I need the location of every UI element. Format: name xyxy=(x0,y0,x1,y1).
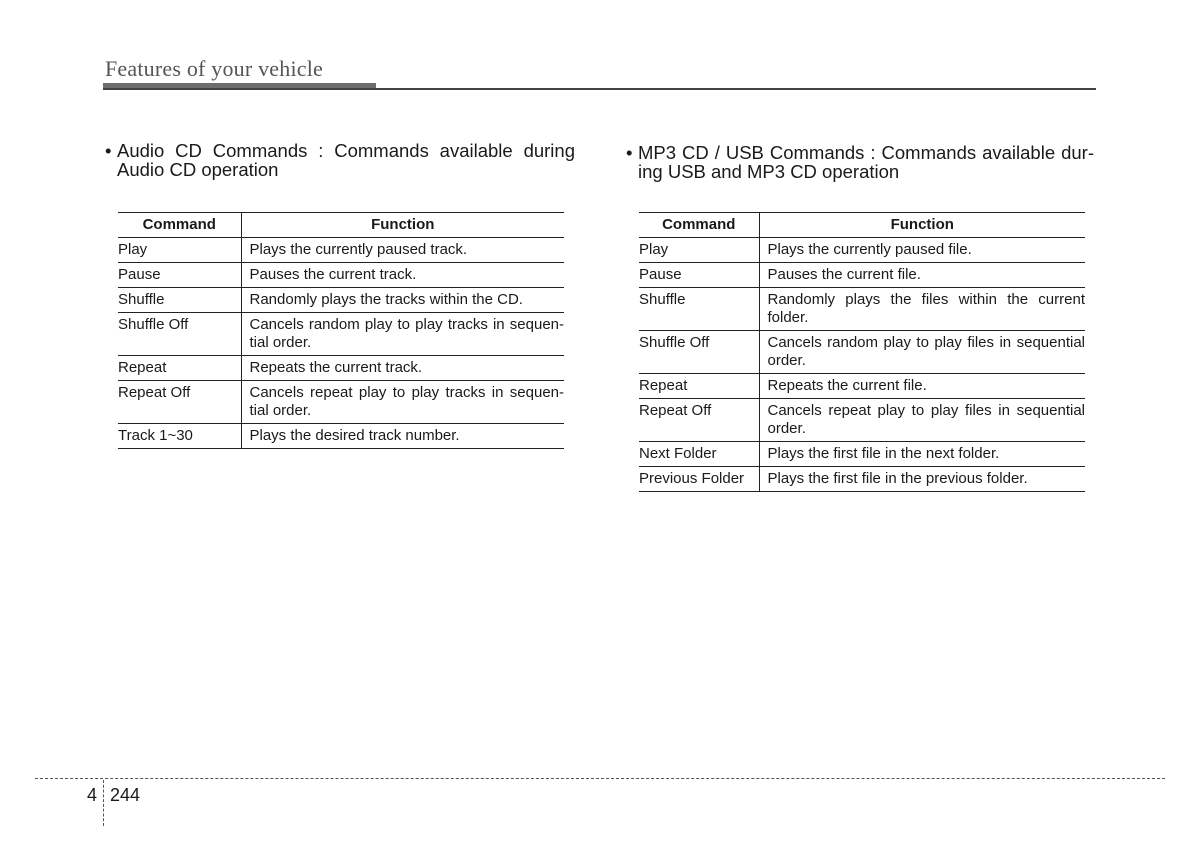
command-cell: Play xyxy=(639,238,759,263)
column-header-command: Command xyxy=(639,213,759,238)
command-cell: Pause xyxy=(639,263,759,288)
function-cell: Cancels random play to play tracks in sequen-tial order. xyxy=(241,313,564,356)
header-rule xyxy=(103,88,1096,90)
command-cell: Next Folder xyxy=(639,442,759,467)
command-cell: Play xyxy=(118,238,241,263)
chapter-number: 4 xyxy=(87,785,98,805)
column-header-function: Function xyxy=(759,213,1085,238)
function-cell: Plays the currently paused track. xyxy=(241,238,564,263)
bullet: • xyxy=(105,140,112,161)
bullet: • xyxy=(626,142,633,163)
table-row xyxy=(639,288,1085,331)
function-cell: Plays the currently paused file. xyxy=(759,238,1085,263)
table-row xyxy=(639,374,1085,399)
table-row xyxy=(639,263,1085,288)
mp3-usb-commands-table xyxy=(639,212,1085,492)
function-cell: Cancels random play to play files in sequential order. xyxy=(759,331,1085,374)
column-header-command: Command xyxy=(118,213,241,238)
command-cell: Shuffle xyxy=(118,288,241,313)
command-cell: Track 1~30 xyxy=(118,424,241,449)
page-header-title: Features of your vehicle xyxy=(105,56,324,81)
function-cell: Randomly plays the files within the current folder. xyxy=(759,288,1085,331)
function-cell: Cancels repeat play to play files in sequential order. xyxy=(759,399,1085,442)
table-row xyxy=(639,467,1085,492)
mp3-usb-intro xyxy=(626,143,1094,181)
command-cell: Previous Folder xyxy=(639,467,759,492)
audio-cd-intro-text: Audio CD Commands : Commands available during Audio CD operation xyxy=(117,140,575,180)
table-row xyxy=(639,442,1085,467)
table-header-row xyxy=(639,213,1085,238)
command-cell: Repeat Off xyxy=(639,399,759,442)
page-number: 244 xyxy=(110,785,141,805)
table-row xyxy=(639,238,1085,263)
command-cell: Repeat xyxy=(118,356,241,381)
audio-cd-commands-table xyxy=(118,212,564,449)
function-cell: Plays the first file in the previous folder. xyxy=(759,467,1085,492)
mp3-usb-intro-text: MP3 CD / USB Commands : Commands available dur-ing USB and MP3 CD operation xyxy=(638,142,1094,182)
table-row xyxy=(118,313,564,356)
footer-dashed-rule xyxy=(35,778,1165,779)
command-cell: Shuffle Off xyxy=(639,331,759,374)
command-cell: Shuffle xyxy=(639,288,759,331)
table-header-row xyxy=(118,213,564,238)
command-cell: Repeat xyxy=(639,374,759,399)
function-cell: Cancels repeat play to play tracks in sequen-tial order. xyxy=(241,381,564,424)
function-cell: Pauses the current track. xyxy=(241,263,564,288)
function-cell: Repeats the current track. xyxy=(241,356,564,381)
table-row xyxy=(118,263,564,288)
function-cell: Pauses the current file. xyxy=(759,263,1085,288)
table-row xyxy=(639,399,1085,442)
table-row xyxy=(118,288,564,313)
table-row xyxy=(118,381,564,424)
audio-cd-intro xyxy=(105,141,575,179)
table-row xyxy=(118,356,564,381)
table-row xyxy=(639,331,1085,374)
command-cell: Pause xyxy=(118,263,241,288)
command-cell: Repeat Off xyxy=(118,381,241,424)
footer-dashed-divider xyxy=(103,780,104,826)
function-cell: Randomly plays the tracks within the CD. xyxy=(241,288,564,313)
function-cell: Plays the desired track number. xyxy=(241,424,564,449)
function-cell: Repeats the current file. xyxy=(759,374,1085,399)
table-row xyxy=(118,424,564,449)
command-cell: Shuffle Off xyxy=(118,313,241,356)
column-header-function: Function xyxy=(241,213,564,238)
function-cell: Plays the first file in the next folder. xyxy=(759,442,1085,467)
table-row xyxy=(118,238,564,263)
